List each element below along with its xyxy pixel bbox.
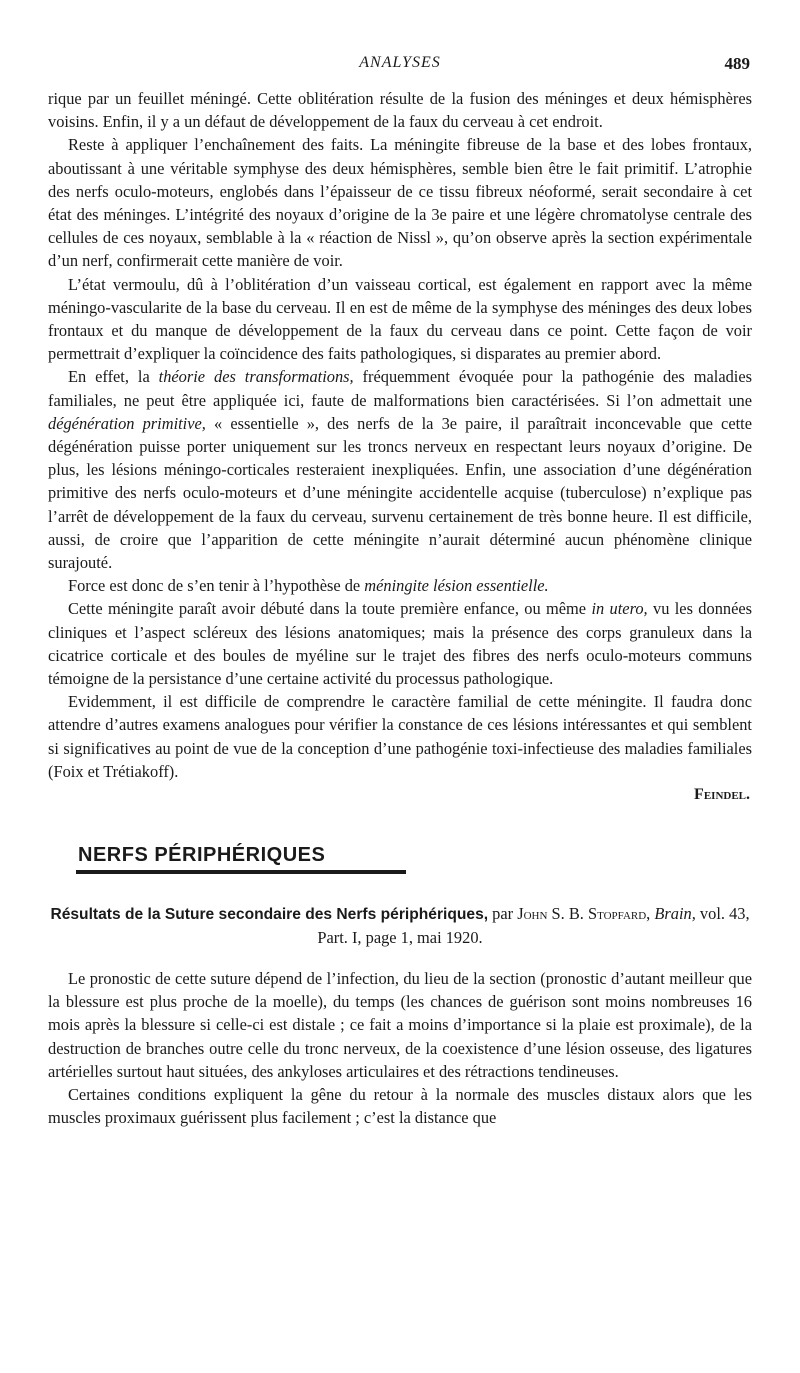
paragraph [48,133,752,272]
section-rule [76,870,406,874]
page-number: 489 [724,54,750,73]
author-signature: Feindel. [694,786,750,804]
text-run: rique par un feuillet méningé. Cette oblitération résulte de la fusion des méninges et deux hémisphères voisins. Enfin, il y a un défaut de développement de la faux du cerveau à cet endroit. [48,89,752,132]
text-run: L’état vermoulu, dû à l’oblitération d’un vaisseau cortical, est également en rapport avec la même méningo-vascularite de la base du cerveau. Il en est de même de la symphyse des méninges des deux lobes frontaux et du manque de développement de la faux du cerveau dans ce point. Cette façon de voir permettrait d’expliquer la coïncidence des faits pathologiques, si disparates au premier abord. [48,274,752,364]
paragraph [48,574,752,597]
paragraph [48,1083,752,1129]
text-run: fréquemment évoquée pour la pathogénie des maladies familiales, ne peut être appliquée ici, faute de malformations bien caractérisées. Si l’on admettait une [48,367,752,410]
section-heading: NERFS PÉRIPHÉRIQUES [78,844,326,867]
italic-text: méningite lésion essentielle. [364,576,549,596]
text-run: Evidemment, il est difficile de comprendre le caractère familial de cette méningite. Il faudra donc attendre d’autres examens analogues pour vérifier la constance de ces lésions intéressantes et qui semblent si significatives au point de vue de la conception d’une pathogénie toxi-infectieuse des maladies familiales (Foix et Trétiakoff). [48,692,752,781]
article-journal: Brain, [654,903,696,923]
article-by: par [488,903,518,923]
article-text [48,967,752,1129]
page-header [48,54,752,78]
analysis-text [48,87,752,783]
running-title: ANALYSES [359,54,441,71]
text-run: vu les données cliniques et l’aspect scléreux des lésions anatomiques; mais la présence des corps granuleux dans la cicatrice corticale et des boules de myéline sur le trajet des fibres des nerfs oculo-moteurs communs témoigne de la persistance d’une certaine activité du processus pathologique. [48,599,753,689]
text-run: Le pronostic de cette suture dépend de l’infection, du lieu de la section (pronostic d’autant meilleur que la blessure est plus proche de la moelle), du temps (les chances de guérison sont moins nombreuses 16 mois après la blessure si celle-ci est distale ; ce fait a moins d’importance si la plaie est proximale), de la destruction de branches outre celle du tronc nerveux, de la coexistence d’une lésion osseuse, des ligatures artérielles surtout haut situées, des ankyloses articulaires et des rétractions tendineuses. [48,968,752,1081]
italic-text: dégénération primitive, [48,413,206,433]
paragraph [48,967,752,1083]
paragraph [48,365,752,574]
paragraph [48,597,752,690]
article-title: Résultats de la Suture secondaire des Nerfs périphériques, [50,905,489,923]
page-body [48,87,752,1129]
text-run: Force est donc de s’en tenir à l’hypothèse de [68,576,365,596]
italic-text: théorie des transformations, [158,367,354,387]
paragraph [48,690,752,783]
article-author: John S. B. Stopfard, [517,903,651,923]
paragraph [48,87,752,133]
paragraph [48,273,752,366]
text-run: Reste à appliquer l’enchaînement des faits. La méningite fibreuse de la base et des lobes frontaux, aboutissant à une véritable symphyse des deux hémisphères, semble bien être le fait primitif. L’atrophie des nerfs oculo-moteurs, englobés dans l’épaisseur de ce tissu fibreux néoformé, serait secondaire à cet état des méninges. L’intégrité des noyaux d’origine de la 3e paire et une légère chromatolyse centrale des cellules de ces noyaux, semblable à la « réaction de Nissl », qu’on observe après la section expérimentale d’un nerf, confirmerait cette manière de voir. [48,135,752,271]
article-citation: vol. 43, Part. I, page 1, mai 1920. [317,903,750,947]
text-run: « essentielle », des nerfs de la 3e paire, il paraîtrait inconcevable que cette dégénération puisse porter uniquement sur les troncs nerveux en respectant leurs noyaux d’origine. De plus, les lésions méningo-corticales resteraient inexpliquées. Enfin, une association d’une dégénération primitive des nerfs oculo-moteurs et d’une méningite accidentelle acquise (tuberculose) n’explique pas l’arrêt de développement de la faux du cerveau, survenu certainement de très bonne heure. Il est difficile, aussi, de croire que l’apparition de cette méningite n’aurait déterminé aucun phénomène clinique surajouté. [48,413,752,573]
text-run: En effet, la [68,367,159,387]
italic-text: in utero, [591,599,648,619]
text-run: Cette méningite paraît avoir débuté dans la toute première enfance, ou même [68,599,592,619]
text-run: Certaines conditions expliquent la gêne du retour à la normale des muscles distaux alors que les muscles proximaux guérissent plus facilement ; c’est la distance que [48,1084,752,1128]
article-header [48,902,752,949]
